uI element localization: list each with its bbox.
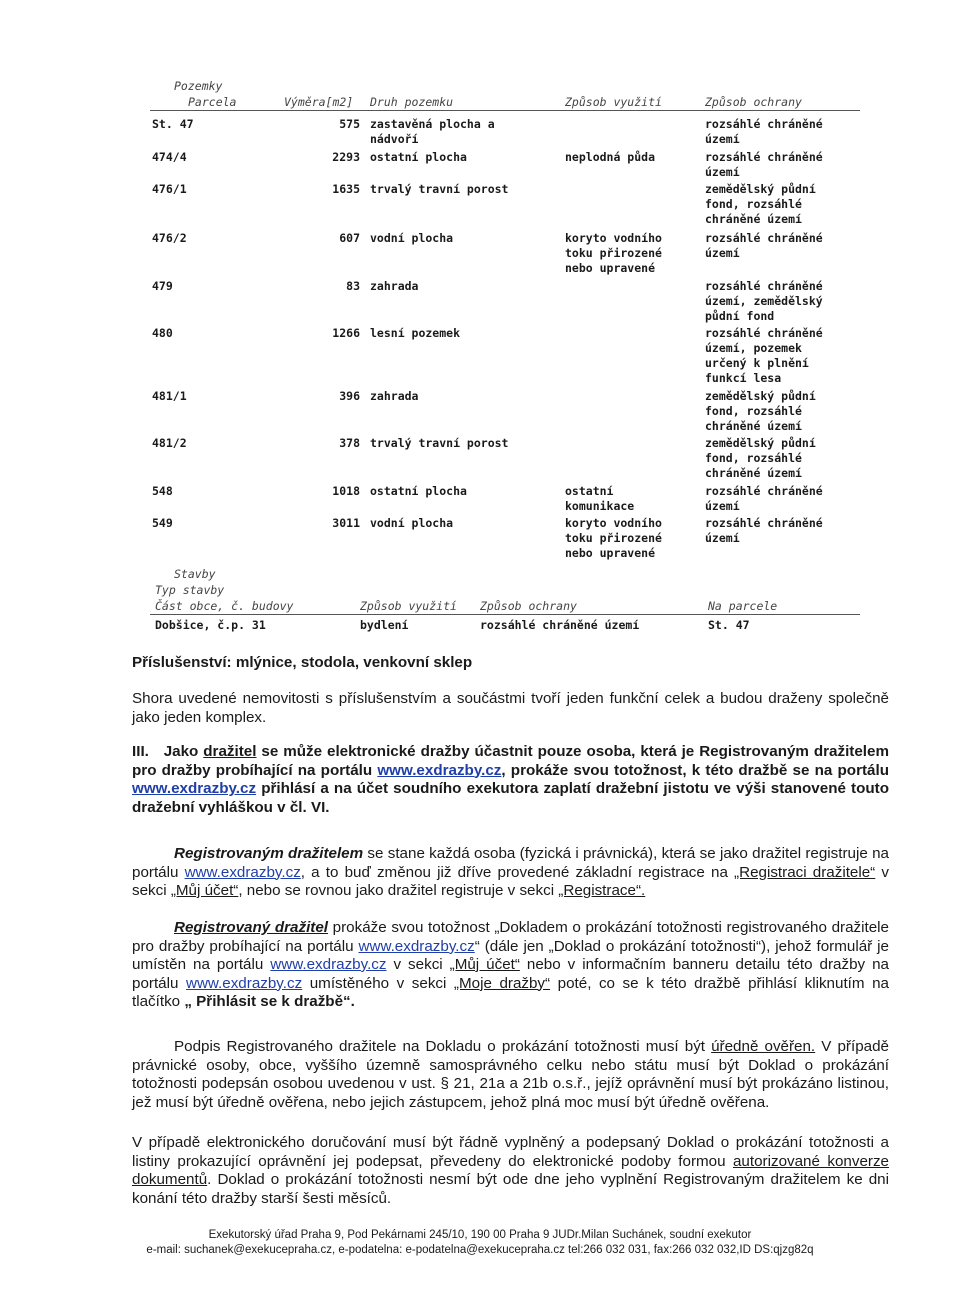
parcel-land-type: vodní plocha	[370, 231, 454, 245]
parcel-protection: fond, rozsáhlé	[705, 404, 802, 418]
col-header-vyuziti: Způsob využití	[565, 95, 662, 109]
drazitel-term: dražitel	[203, 743, 257, 760]
section-iii-text: se může elektronické dražby účastnit pouze osoba, která je Registrovaným dražitelem pro dražby probíhající na portálu	[132, 743, 889, 779]
parcel-number: 481/2	[152, 436, 187, 450]
paragraph-text: prokáže svou totožnost „Dokladem o prokázání totožnosti registrovaného dražitele pro dražby probíhající na portálu	[132, 919, 889, 955]
paragraph-section-iii	[132, 743, 889, 817]
paragraph-text: V případě elektronického doručování musí být řádně vyplněný a podepsaný Doklad o prokázání totožnosti a listiny prokazující oprávnění jej podepsat, převedeny do elektronické podoby formou	[132, 1134, 889, 1170]
col-header-vyuziti-stavby: Způsob využití	[360, 599, 457, 613]
col-header-druh: Druh pozemku	[370, 95, 454, 109]
parcel-protection: území	[705, 531, 740, 545]
parcel-usage: nebo upravené	[565, 546, 656, 560]
footer-line-2: e-mail: suchanek@exekucepraha.cz, e-podatelna: e-podatelna@exekucepraha.cz tel:266 032 031, fax:266 032 032,ID DS:qjzg82q	[146, 1244, 814, 1256]
registrovanym-term: Registrovaným dražitelem	[174, 845, 364, 862]
paragraph-text: , nebo se rovnou jako dražitel registruje v sekci	[238, 882, 559, 899]
parcel-area: 1018	[332, 484, 360, 498]
parcel-land-type: zahrada	[370, 389, 419, 403]
parcel-number: 476/1	[152, 182, 187, 196]
parcel-number: 474/4	[152, 150, 187, 164]
parcel-land-type: trvalý travní porost	[370, 182, 509, 196]
parcel-number: 479	[152, 279, 173, 293]
muj-ucet-term: „Můj účet“	[170, 882, 239, 899]
registrace-term: „Registrace“.	[558, 882, 646, 899]
section-iii-text: přihlásí a na účet soudního exekutora zaplatí dražební jistotu ve výši stanovené touto dražební vyhláškou v čl. VI.	[132, 780, 889, 816]
parcel-land-type: nádvoří	[370, 132, 419, 146]
parcel-protection: fond, rozsáhlé	[705, 451, 802, 465]
parcel-number: 548	[152, 484, 173, 498]
uredne-overen-term: úředně ověřen.	[711, 1038, 816, 1055]
exdrazby-link[interactable]: www.exdrazby.cz	[270, 956, 387, 973]
moje-drazby-term: „Moje dražby“	[453, 974, 551, 992]
paragraph-text: poté, co se k této dražbě přihlásí kliknutím na tlačítko	[132, 974, 889, 1010]
paragraph-text: se stane každá osoba (fyzická i právnická), která se jako dražitel registruje na portálu	[132, 845, 889, 881]
parcel-land-type: trvalý travní porost	[370, 436, 509, 450]
parcel-protection: rozsáhlé chráněné	[705, 117, 823, 131]
paragraph-komplex: Shora uvedené nemovitosti s příslušenstvím a součástmi tvoří jeden funkční celek a budou draženy společně jako jeden komplex.	[132, 690, 889, 726]
section-subtitle-typ-stavby: Typ stavby	[155, 583, 225, 597]
parcel-area: 607	[339, 231, 360, 245]
parcel-land-type: lesní pozemek	[370, 326, 461, 340]
paragraph-registrovanym	[132, 845, 889, 901]
parcel-number: 481/1	[152, 389, 187, 403]
paragraph-text: V případě právnické osoby, obce, vyššího územně samosprávného celku nebo státu musí být Doklad o prokázání totožnosti podepsán osobou uvedenou v ust. § 21, 21a a 21b o.s.ř., jejíž oprávnění musí být prokázáno listinou, jež musí být úředně ověřena, nebo jejich zástupcem, jehož plná moc musí být úředně ověřena.	[132, 1038, 889, 1111]
parcel-area: 1266	[332, 326, 360, 340]
parcel-usage: toku přirozené	[565, 246, 662, 260]
parcel-protection: rozsáhlé chráněné	[705, 231, 823, 245]
parcel-land-type: ostatní plocha	[370, 150, 467, 164]
section-title-stavby: Stavby	[174, 567, 216, 581]
parcel-protection: rozsáhlé chráněné	[705, 484, 823, 498]
paragraph-text: v sekci	[132, 863, 889, 899]
prihlasit-se-term: „ Přihlásit se k dražbě“.	[184, 993, 355, 1010]
parcel-protection: chráněné území	[705, 466, 802, 480]
parcel-protection: určený k plnění	[705, 356, 809, 370]
parcel-area: 575	[339, 117, 360, 131]
col-header-na-parcele: Na parcele	[708, 599, 778, 613]
col-header-ochrana: Způsob ochrany	[705, 95, 802, 109]
paragraph-registrovany	[132, 919, 889, 1012]
paragraph-text: umístěného v sekci	[302, 974, 454, 992]
paragraph-podpis	[132, 1038, 889, 1112]
footer-line-1: Exekutorský úřad Praha 9, Pod Pekárnami 245/10, 190 00 Praha 9 JUDr.Milan Suchánek, soudní exekutor	[208, 1229, 752, 1241]
col-header-ochrana-stavby: Způsob ochrany	[480, 599, 577, 613]
parcel-area: 396	[339, 389, 360, 403]
parcel-usage: ostatní	[565, 484, 614, 498]
building-cast-obce: Dobšice, č.p. 31	[155, 618, 266, 632]
paragraph-text: . Doklad o prokázání totožnosti nesmí být ode dne jeho vyplnění Registrovaným dražitelem ke dni konání této dražby starší šesti měsíců.	[132, 1171, 889, 1207]
parcel-usage: koryto vodního	[565, 231, 662, 245]
parcel-protection: rozsáhlé chráněné	[705, 516, 823, 530]
parcel-area: 83	[346, 279, 360, 293]
section-title-pozemky: Pozemky	[174, 79, 223, 93]
parcel-land-type: zastavěná plocha a	[370, 117, 495, 131]
accessories-heading: Příslušenství: mlýnice, stodola, venkovní sklep	[132, 654, 473, 671]
exdrazby-link[interactable]: www.exdrazby.cz	[358, 937, 475, 955]
paragraph-text: , a to buď změnou již dříve provedené základní registrace na	[300, 863, 735, 881]
parcel-protection: zemědělský půdní	[705, 436, 816, 450]
registraci-drazitele-term: „Registraci dražitele“	[734, 863, 876, 881]
parcel-protection: zemědělský půdní	[705, 182, 816, 196]
parcel-number: 476/2	[152, 231, 187, 245]
building-header-rule	[150, 614, 860, 615]
parcel-protection: půdní fond	[705, 309, 775, 323]
parcel-land-type: ostatní plocha	[370, 484, 467, 498]
parcel-area: 1635	[332, 182, 360, 196]
parcel-protection: území, zemědělský	[705, 294, 823, 308]
parcel-area: 2293	[332, 150, 360, 164]
col-header-vymera: Výměra[m2]	[284, 95, 354, 109]
parcel-protection: rozsáhlé chráněné	[705, 279, 823, 293]
exdrazby-link[interactable]: www.exdrazby.cz	[377, 761, 502, 779]
muj-ucet-term: „Můj účet“	[449, 956, 520, 973]
parcel-protection: území	[705, 132, 740, 146]
parcel-protection: území, pozemek	[705, 341, 802, 355]
building-ochrana: rozsáhlé chráněné území	[480, 618, 640, 632]
col-header-parcela: Parcela	[188, 95, 237, 109]
parcel-land-type: zahrada	[370, 279, 419, 293]
parcel-number: 480	[152, 326, 173, 340]
paragraph-text: “ (dále jen „Doklad o prokázání totožnosti“), jehož formulář je umístěn na portálu	[132, 937, 889, 973]
parcel-area: 3011	[332, 516, 360, 530]
parcel-protection: území	[705, 246, 740, 260]
paragraph-elektronicke	[132, 1134, 889, 1208]
parcel-protection: rozsáhlé chráněné	[705, 326, 823, 340]
table-header-rule	[150, 110, 860, 111]
section-iii-text: , prokáže svou totožnost, k této dražbě se na portálu	[501, 761, 889, 779]
parcel-protection: rozsáhlé chráněné	[705, 150, 823, 164]
col-header-cast-obce: Část obce, č. budovy	[155, 599, 294, 613]
section-iii-number: III.	[132, 743, 149, 760]
parcel-protection: území	[705, 165, 740, 179]
section-iii-text: Jako	[163, 743, 204, 760]
building-na-parcele: St. 47	[708, 618, 750, 632]
parcel-land-type: vodní plocha	[370, 516, 454, 530]
exdrazby-link[interactable]: www.exdrazby.cz	[184, 863, 301, 881]
parcel-protection: funkcí lesa	[705, 371, 782, 385]
exdrazby-link[interactable]: www.exdrazby.cz	[132, 780, 257, 797]
paragraph-text: nebo v informačním banneru detailu této dražby na portálu	[132, 956, 889, 992]
parcel-usage: nebo upravené	[565, 261, 656, 275]
building-vyuziti: bydlení	[360, 618, 409, 632]
parcel-number: St. 47	[152, 117, 194, 131]
parcel-protection: zemědělský půdní	[705, 389, 816, 403]
parcel-usage: komunikace	[565, 499, 635, 513]
parcel-protection: území	[705, 499, 740, 513]
parcel-protection: chráněné území	[705, 212, 802, 226]
parcel-usage: toku přirozené	[565, 531, 662, 545]
autorizovane-konverze-term: autorizované konverze dokumentů	[132, 1152, 889, 1188]
exdrazby-link[interactable]: www.exdrazby.cz	[185, 974, 303, 992]
parcel-protection: fond, rozsáhlé	[705, 197, 802, 211]
parcel-usage: koryto vodního	[565, 516, 662, 530]
parcel-area: 378	[339, 436, 360, 450]
paragraph-text: Podpis Registrovaného dražitele na Dokladu o prokázání totožnosti musí být	[174, 1038, 712, 1055]
parcel-protection: chráněné území	[705, 419, 802, 433]
parcel-usage: neplodná půda	[565, 150, 656, 164]
parcel-number: 549	[152, 516, 173, 530]
registrovany-term: Registrovaný dražitel	[174, 919, 329, 936]
paragraph-text: v sekci	[386, 956, 450, 973]
